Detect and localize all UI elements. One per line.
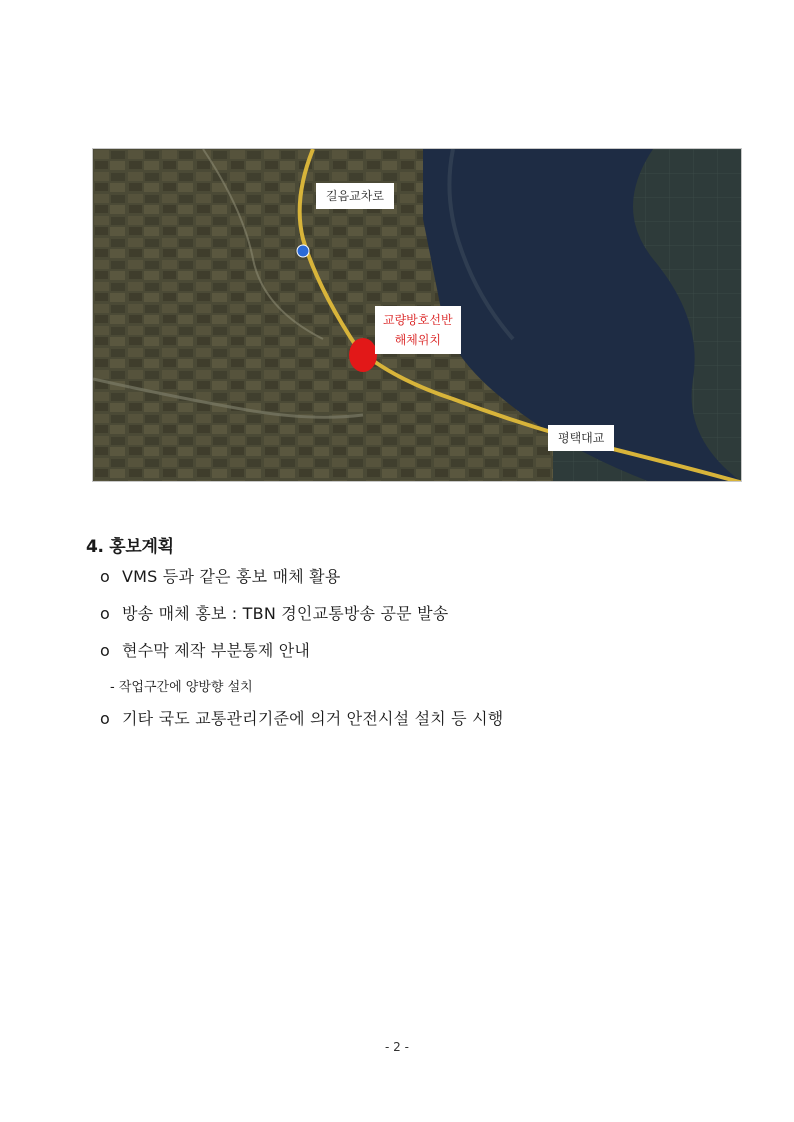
list-item-vms — [100, 564, 341, 587]
bullet-marker: o — [100, 709, 110, 728]
page-number: - 2 - — [385, 1040, 409, 1054]
list-item-text: 현수막 제작 부분통제 안내 — [122, 641, 311, 660]
sub-item-install — [110, 676, 253, 695]
bullet-marker: o — [100, 604, 110, 623]
interchange-marker-icon — [297, 245, 309, 257]
map-label-interchange: 길음교차로 — [316, 183, 394, 209]
map-label-demolition-site — [375, 306, 461, 354]
list-item-banner — [100, 638, 310, 661]
bullet-marker: o — [100, 567, 110, 586]
sub-bullet-marker: - — [110, 680, 115, 695]
map-label-demolition-line2: 해체위치 — [394, 333, 441, 347]
map-label-demolition-line1: 교량방호선반 — [383, 313, 453, 327]
map-label-bridge: 평택대교 — [548, 425, 614, 451]
list-item-broadcast — [100, 601, 448, 624]
site-marker-icon — [349, 338, 377, 372]
bullet-marker: o — [100, 641, 110, 660]
list-item-text: VMS 등과 같은 홍보 매체 활용 — [122, 567, 341, 586]
location-map — [92, 148, 742, 482]
list-item-safety — [100, 706, 503, 729]
sub-item-text: 작업구간에 양방향 설치 — [118, 680, 253, 695]
list-item-text: 방송 매체 홍보 : TBN 경인교통방송 공문 발송 — [122, 604, 449, 623]
list-item-text: 기타 국도 교통관리기준에 의거 안전시설 설치 등 시행 — [122, 709, 504, 728]
section-title: 4. 홍보계획 — [86, 537, 174, 557]
